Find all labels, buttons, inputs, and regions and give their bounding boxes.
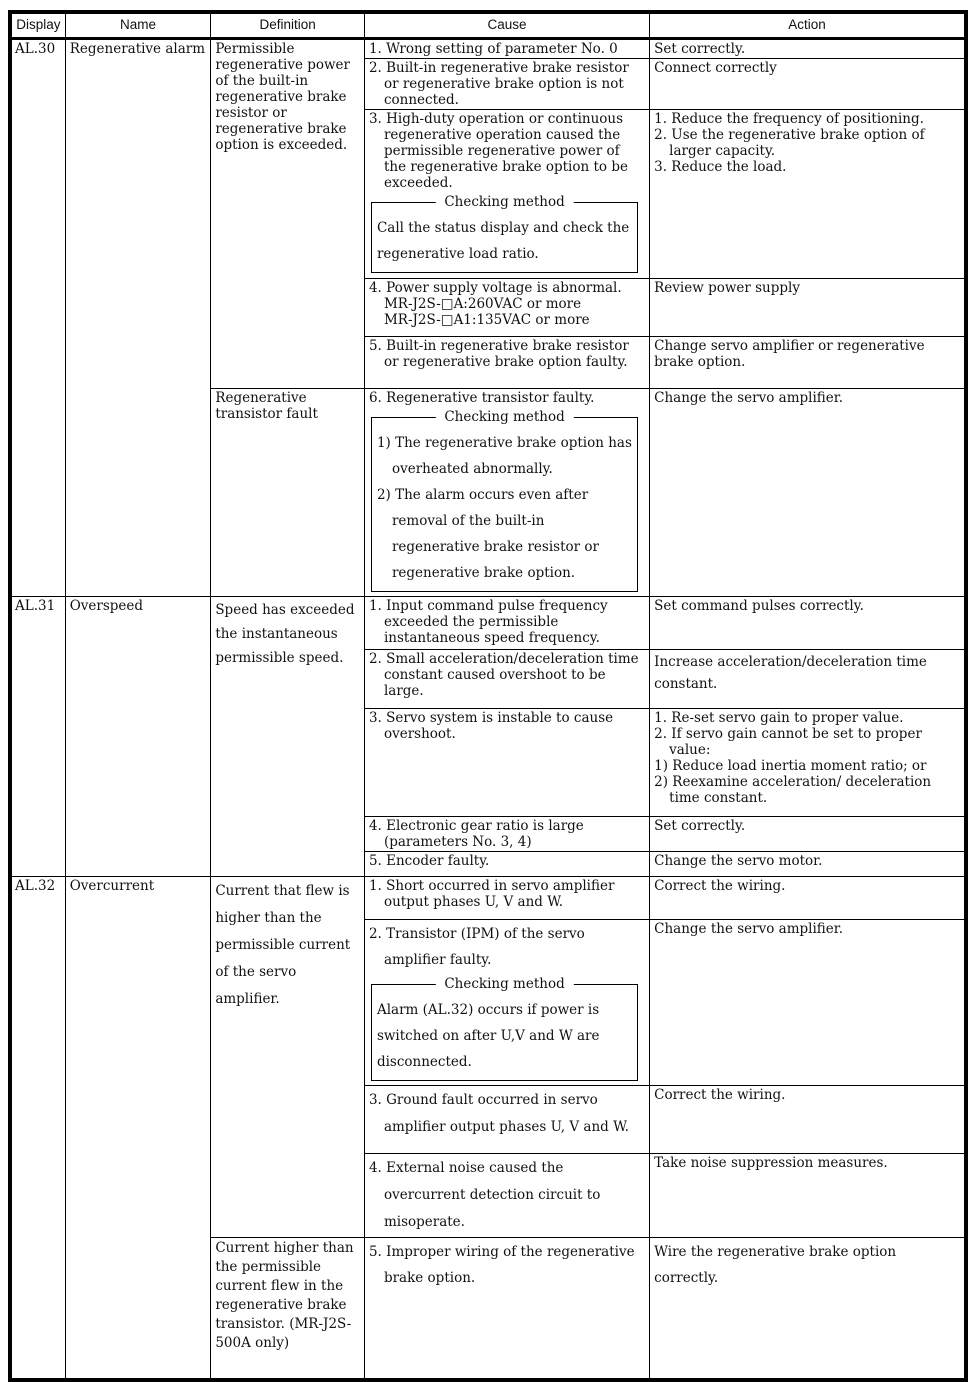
cause-cell <box>364 109 649 278</box>
action-cell: Increase acceleration/deceleration time constant. <box>650 649 966 708</box>
alarm-name-al32: Overcurrent <box>65 876 211 1380</box>
action-cell: Wire the regenerative brake option correctly. <box>650 1237 966 1380</box>
action-cell <box>650 708 966 816</box>
checking-method-item: 1) The regenerative brake option has overheated abnormally. <box>376 434 632 477</box>
cause-cell <box>364 919 649 1085</box>
definition-al32-1: Current that flew is higher than the permissible current of the servo amplifier. <box>211 876 365 1237</box>
action-item: 1. Re-set servo gain to proper value. <box>654 709 904 726</box>
cause-cell <box>364 816 649 851</box>
action-cell: Change servo amplifier or regenerative brake option. <box>650 336 966 388</box>
cause-text: 2. Built-in regenerative brake resistor or regenerative brake option is not connected. <box>368 59 629 108</box>
cause-text: 4. External noise caused the overcurrent detection circuit to misoperate. <box>368 1159 601 1230</box>
action-cell: Change the servo motor. <box>650 851 966 876</box>
cause-cell <box>364 876 649 919</box>
cause-text: 6. Regenerative transistor faulty. <box>368 389 595 406</box>
cause-text: 4. Power supply voltage is abnormal. <box>368 279 622 296</box>
cause-text: 3. High-duty operation or continuous regenerative operation caused the permissible regenerative power of the regenerative brake option to be exceeded. <box>368 110 628 191</box>
action-cell: Set command pulses correctly. <box>650 596 966 649</box>
checking-method-title: Checking method <box>435 409 573 426</box>
definition-al32-2: Current higher than the permissible current flew in the regenerative brake transistor. (MR-J2S-500A only) <box>211 1237 365 1380</box>
action-cell <box>650 109 966 278</box>
checking-method-box <box>371 408 638 592</box>
definition-al30-1: Permissible regenerative power of the built-in regenerative brake resistor or regenerative brake option is exceeded. <box>211 38 365 388</box>
action-cell: Correct the wiring. <box>650 1085 966 1153</box>
table-row <box>10 596 966 649</box>
col-header-action: Action <box>650 12 966 38</box>
cause-text: 5. Built-in regenerative brake resistor or regenerative brake option faulty. <box>368 337 629 370</box>
cause-cell <box>364 596 649 649</box>
manual-page <box>8 10 968 1382</box>
alarm-troubleshooting-table <box>8 10 968 1382</box>
col-header-cause: Cause <box>364 12 649 38</box>
alarm-name-al31: Overspeed <box>65 596 211 876</box>
cause-cell <box>364 336 649 388</box>
action-item: 2) Reexamine acceleration/ deceleration time constant. <box>654 773 932 806</box>
display-code-al31: AL.31 <box>10 596 65 876</box>
col-header-name: Name <box>65 12 211 38</box>
checking-method-box <box>371 193 638 273</box>
header-row <box>10 12 966 38</box>
cause-text: 3. Servo system is instable to cause overshoot. <box>368 709 614 742</box>
checking-method-title: Checking method <box>435 976 573 993</box>
checking-method-title: Checking method <box>435 194 573 211</box>
action-item: 2. If servo gain cannot be set to proper value: <box>654 725 922 758</box>
cause-text: 1. Short occurred in servo amplifier output phases U, V and W. <box>368 877 615 910</box>
action-cell: Take noise suppression measures. <box>650 1153 966 1237</box>
display-code-al32: AL.32 <box>10 876 65 1380</box>
col-header-definition: Definition <box>211 12 365 38</box>
alarm-name-al30: Regenerative alarm <box>65 38 211 596</box>
cause-cell <box>364 851 649 876</box>
definition-al31: Speed has exceeded the instantaneous permissible speed. <box>211 596 365 876</box>
cause-text: 5. Improper wiring of the regenerative brake option. <box>368 1243 635 1286</box>
cause-text: 4. Electronic gear ratio is large (parameters No. 3, 4) <box>368 817 584 850</box>
action-cell: Change the servo amplifier. <box>650 388 966 596</box>
col-header-display: Display <box>10 12 65 38</box>
cause-subline: MR-J2S-□A1:135VAC or more <box>383 311 590 328</box>
checking-method-item: 2) The alarm occurs even after removal of the built-in regenerative brake resistor or regenerative brake option. <box>376 486 599 581</box>
cause-text: 1. Wrong setting of parameter No. 0 <box>368 40 618 57</box>
checking-method-text: Call the status display and check the regenerative load ratio. <box>376 219 630 262</box>
action-item: 1. Reduce the frequency of positioning. <box>654 110 924 127</box>
cause-cell <box>364 708 649 816</box>
cause-text: 5. Encoder faulty. <box>368 852 490 869</box>
action-cell: Set correctly. <box>650 38 966 58</box>
action-item: 1) Reduce load inertia moment ratio; or <box>654 757 927 774</box>
cause-cell <box>364 1237 649 1380</box>
action-cell: Change the servo amplifier. <box>650 919 966 1085</box>
action-item: 3. Reduce the load. <box>654 158 787 175</box>
cause-cell <box>364 38 649 58</box>
table-row <box>10 876 966 919</box>
cause-text: 1. Input command pulse frequency exceeded the permissible instantaneous speed frequency. <box>368 597 608 646</box>
action-cell: Set correctly. <box>650 816 966 851</box>
checking-method-box <box>371 975 638 1081</box>
cause-text: 2. Small acceleration/deceleration time constant caused overshoot to be large. <box>368 650 639 699</box>
cause-cell <box>364 278 649 336</box>
display-code-al30: AL.30 <box>10 38 65 596</box>
action-item: 2. Use the regenerative brake option of larger capacity. <box>654 126 925 159</box>
cause-cell <box>364 649 649 708</box>
definition-al30-2: Regenerative transistor fault <box>211 388 365 596</box>
action-cell: Correct the wiring. <box>650 876 966 919</box>
cause-cell <box>364 1085 649 1153</box>
cause-cell <box>364 58 649 109</box>
cause-text: 3. Ground fault occurred in servo amplifier output phases U, V and W. <box>368 1091 629 1135</box>
table-row <box>10 38 966 58</box>
checking-method-text: Alarm (AL.32) occurs if power is switched on after U,V and W are disconnected. <box>376 1001 600 1070</box>
action-cell: Review power supply <box>650 278 966 336</box>
cause-cell <box>364 388 649 596</box>
cause-text: 2. Transistor (IPM) of the servo amplifier faulty. <box>368 925 585 968</box>
cause-subline: MR-J2S-□A:260VAC or more <box>383 295 582 312</box>
cause-cell <box>364 1153 649 1237</box>
action-cell: Connect correctly <box>650 58 966 109</box>
